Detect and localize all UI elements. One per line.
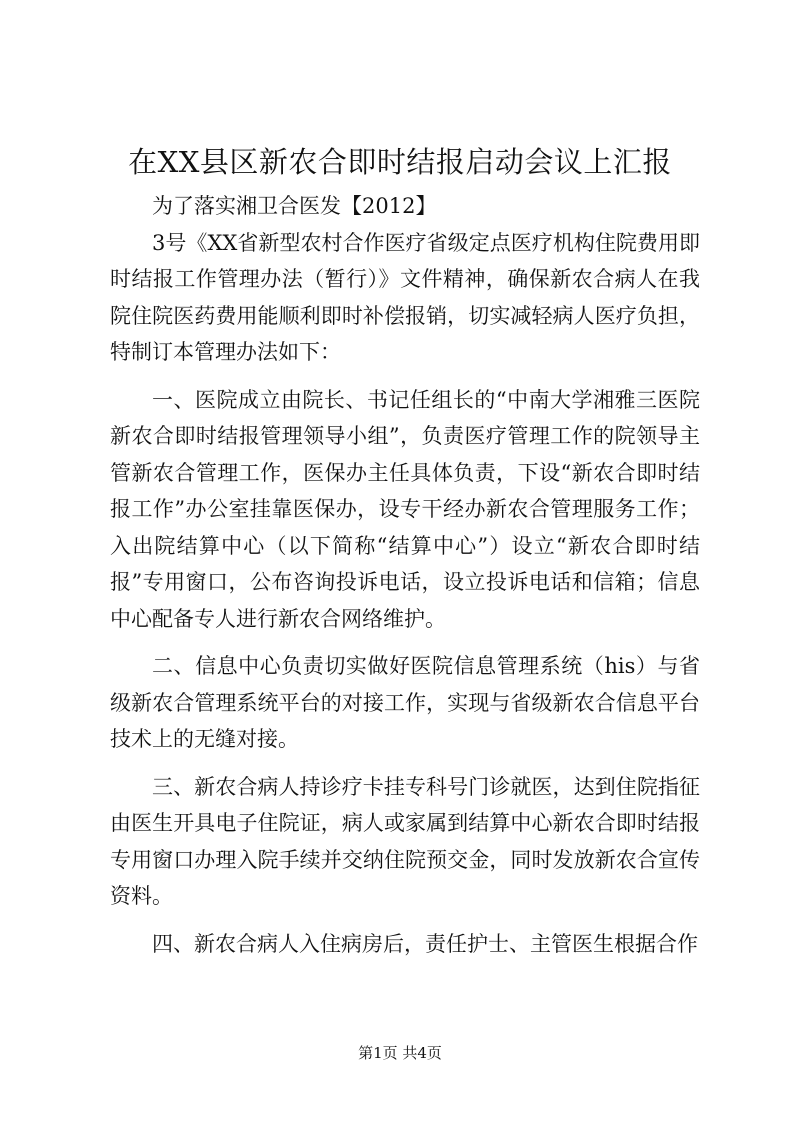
document-body (110, 188, 700, 962)
document-title: 在XX县区新农合即时结报启动会议上汇报 (128, 145, 672, 179)
paragraph-item-4: 四、新农合病人入住病房后，责任护士、主管医生根据合作 (152, 931, 698, 956)
paragraph-item-2: 二、信息中心负责切实做好医院信息管理系统（his）与省级新农合管理系统平台的对接工作，实现与省级新农合信息平台技术上的无缝对接。 (110, 654, 700, 751)
paragraph-intro: 为了落实湘卫合医发【2012】 (152, 194, 437, 218)
paragraph-item-1: 一、医院成立由院长、书记任组长的“中南大学湘雅三医院新农合即时结报管理领导小组”，负责医疗管理工作的院领导主管新农合管理工作，医保办主任具体负责，下设“新农合即时结报工作”办公室挂靠医保办，设专干经办新农合管理服务工作；入出院结算中心（以下简称“结算中心”）设立“新农合即时结报”专用窗口，公布咨询投诉电话，设立投诉电话和信箱；信息中心配备专人进行新农合网络维护。 (110, 387, 700, 631)
page-number-footer: 第1页 共4页 (358, 1044, 442, 1062)
paragraph-item-3: 三、新农合病人持诊疗卡挂专科号门诊就医，达到住院指征由医生开具电子住院证，病人或家属到结算中心新农合即时结报专用窗口办理入院手续并交纳住院预交金，同时发放新农合宣传资料。 (110, 774, 700, 908)
paragraph-basis: 3号《XX省新型农村合作医疗省级定点医疗机构住院费用即时结报工作管理办法（暂行）》文件精神，确保新农合病人在我院住院医药费用能顺利即时补偿报销，切实减轻病人医疗负担，特制订本管理办法如下： (110, 230, 700, 364)
